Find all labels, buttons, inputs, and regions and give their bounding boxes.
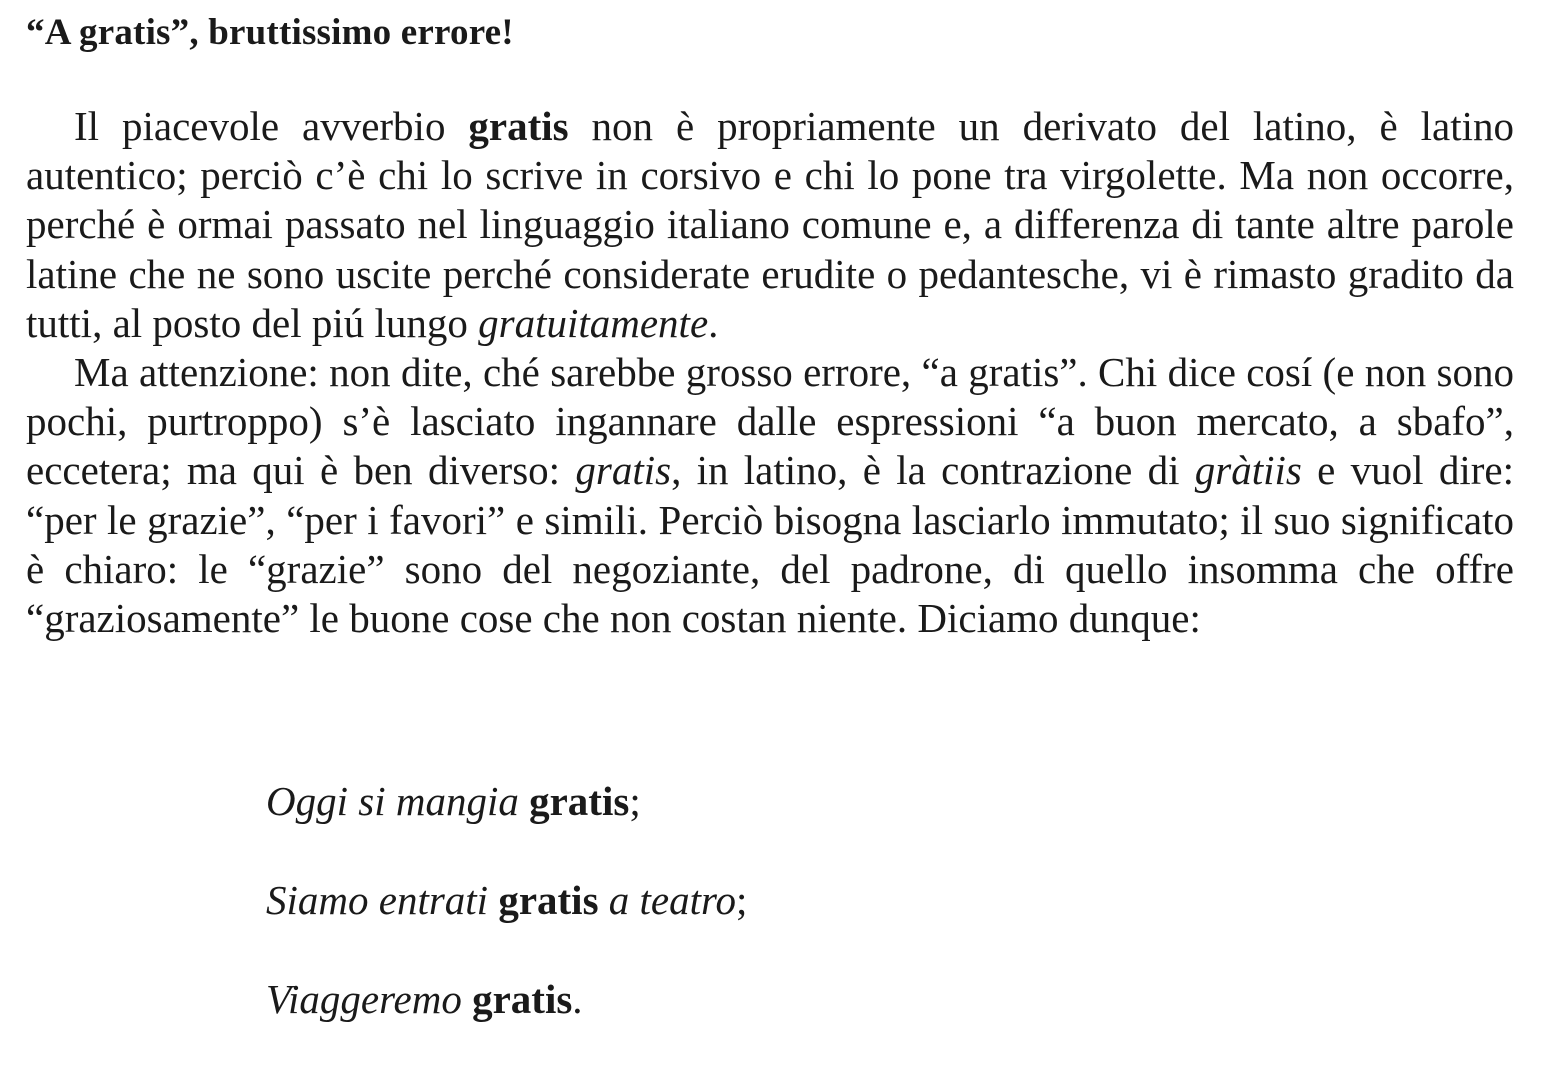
document-page (26, 6, 1514, 643)
paragraph-1-text: Il piacevole avverbio (74, 103, 469, 149)
article-title: “A gratis”, bruttissimo errore! (26, 12, 514, 53)
example-list (266, 776, 747, 1073)
paragraph-1 (26, 102, 1514, 348)
example-punctuation: . (572, 976, 583, 1022)
example-sentence-3 (266, 974, 747, 1024)
paragraph-2-text: e vuol dire: “per le grazie”, “per i favori” e simili. Perciò bisogna lasciarlo immutato; il suo significato è chiaro: le “grazie” sono del negoziante, del padrone, di quello insomma che offre “graziosamente” le buone cose che non costan niente. Diciamo dunque: (26, 447, 1514, 642)
example-italic: Oggi si mangia (266, 778, 519, 824)
example-sentence-2 (266, 875, 747, 925)
example-italic: Viaggeremo (266, 976, 462, 1022)
paragraph-1-text: . (708, 299, 719, 346)
italic-term: gràtiis (1194, 447, 1302, 494)
example-bold: gratis (472, 976, 573, 1022)
example-bold: gratis (498, 877, 599, 923)
example-bold: gratis (529, 778, 630, 824)
example-punctuation: ; (735, 877, 748, 923)
paragraph-2-text: , in latino, è la contrazione di (671, 447, 1195, 494)
example-punctuation: ; (629, 778, 641, 824)
paragraph-2-text: Ma attenzione: non dite, ché sarebbe grosso errore, “a gratis”. Chi dice cosí (e non sono pochi, purtroppo) s’è lasciato ingannare dalle espressioni “a buon mercato, a sbafo”, eccetera; ma qui è ben diverso: (26, 349, 1514, 494)
paragraph-1-text: non è propriamente un derivato del latino, è latino autentico; perciò c’è chi lo scrive in corsivo e chi lo pone tra virgolette. Ma non occorre, perché è ormai passato nel linguaggio italiano comune e, a differenza di tante altre parole latine che ne sono uscite perché considerate erudite o pedantesche, vi è rimasto gradito da tutti, al posto del piú lungo (26, 103, 1514, 346)
italic-term: gratuitamente (478, 299, 709, 346)
italic-term: gratis (575, 447, 672, 494)
bold-term: gratis (468, 103, 569, 149)
paragraph-2 (26, 348, 1514, 643)
example-italic: Siamo entrati (266, 877, 489, 923)
example-sentence-1 (266, 776, 747, 826)
example-italic: a teatro (608, 877, 736, 923)
